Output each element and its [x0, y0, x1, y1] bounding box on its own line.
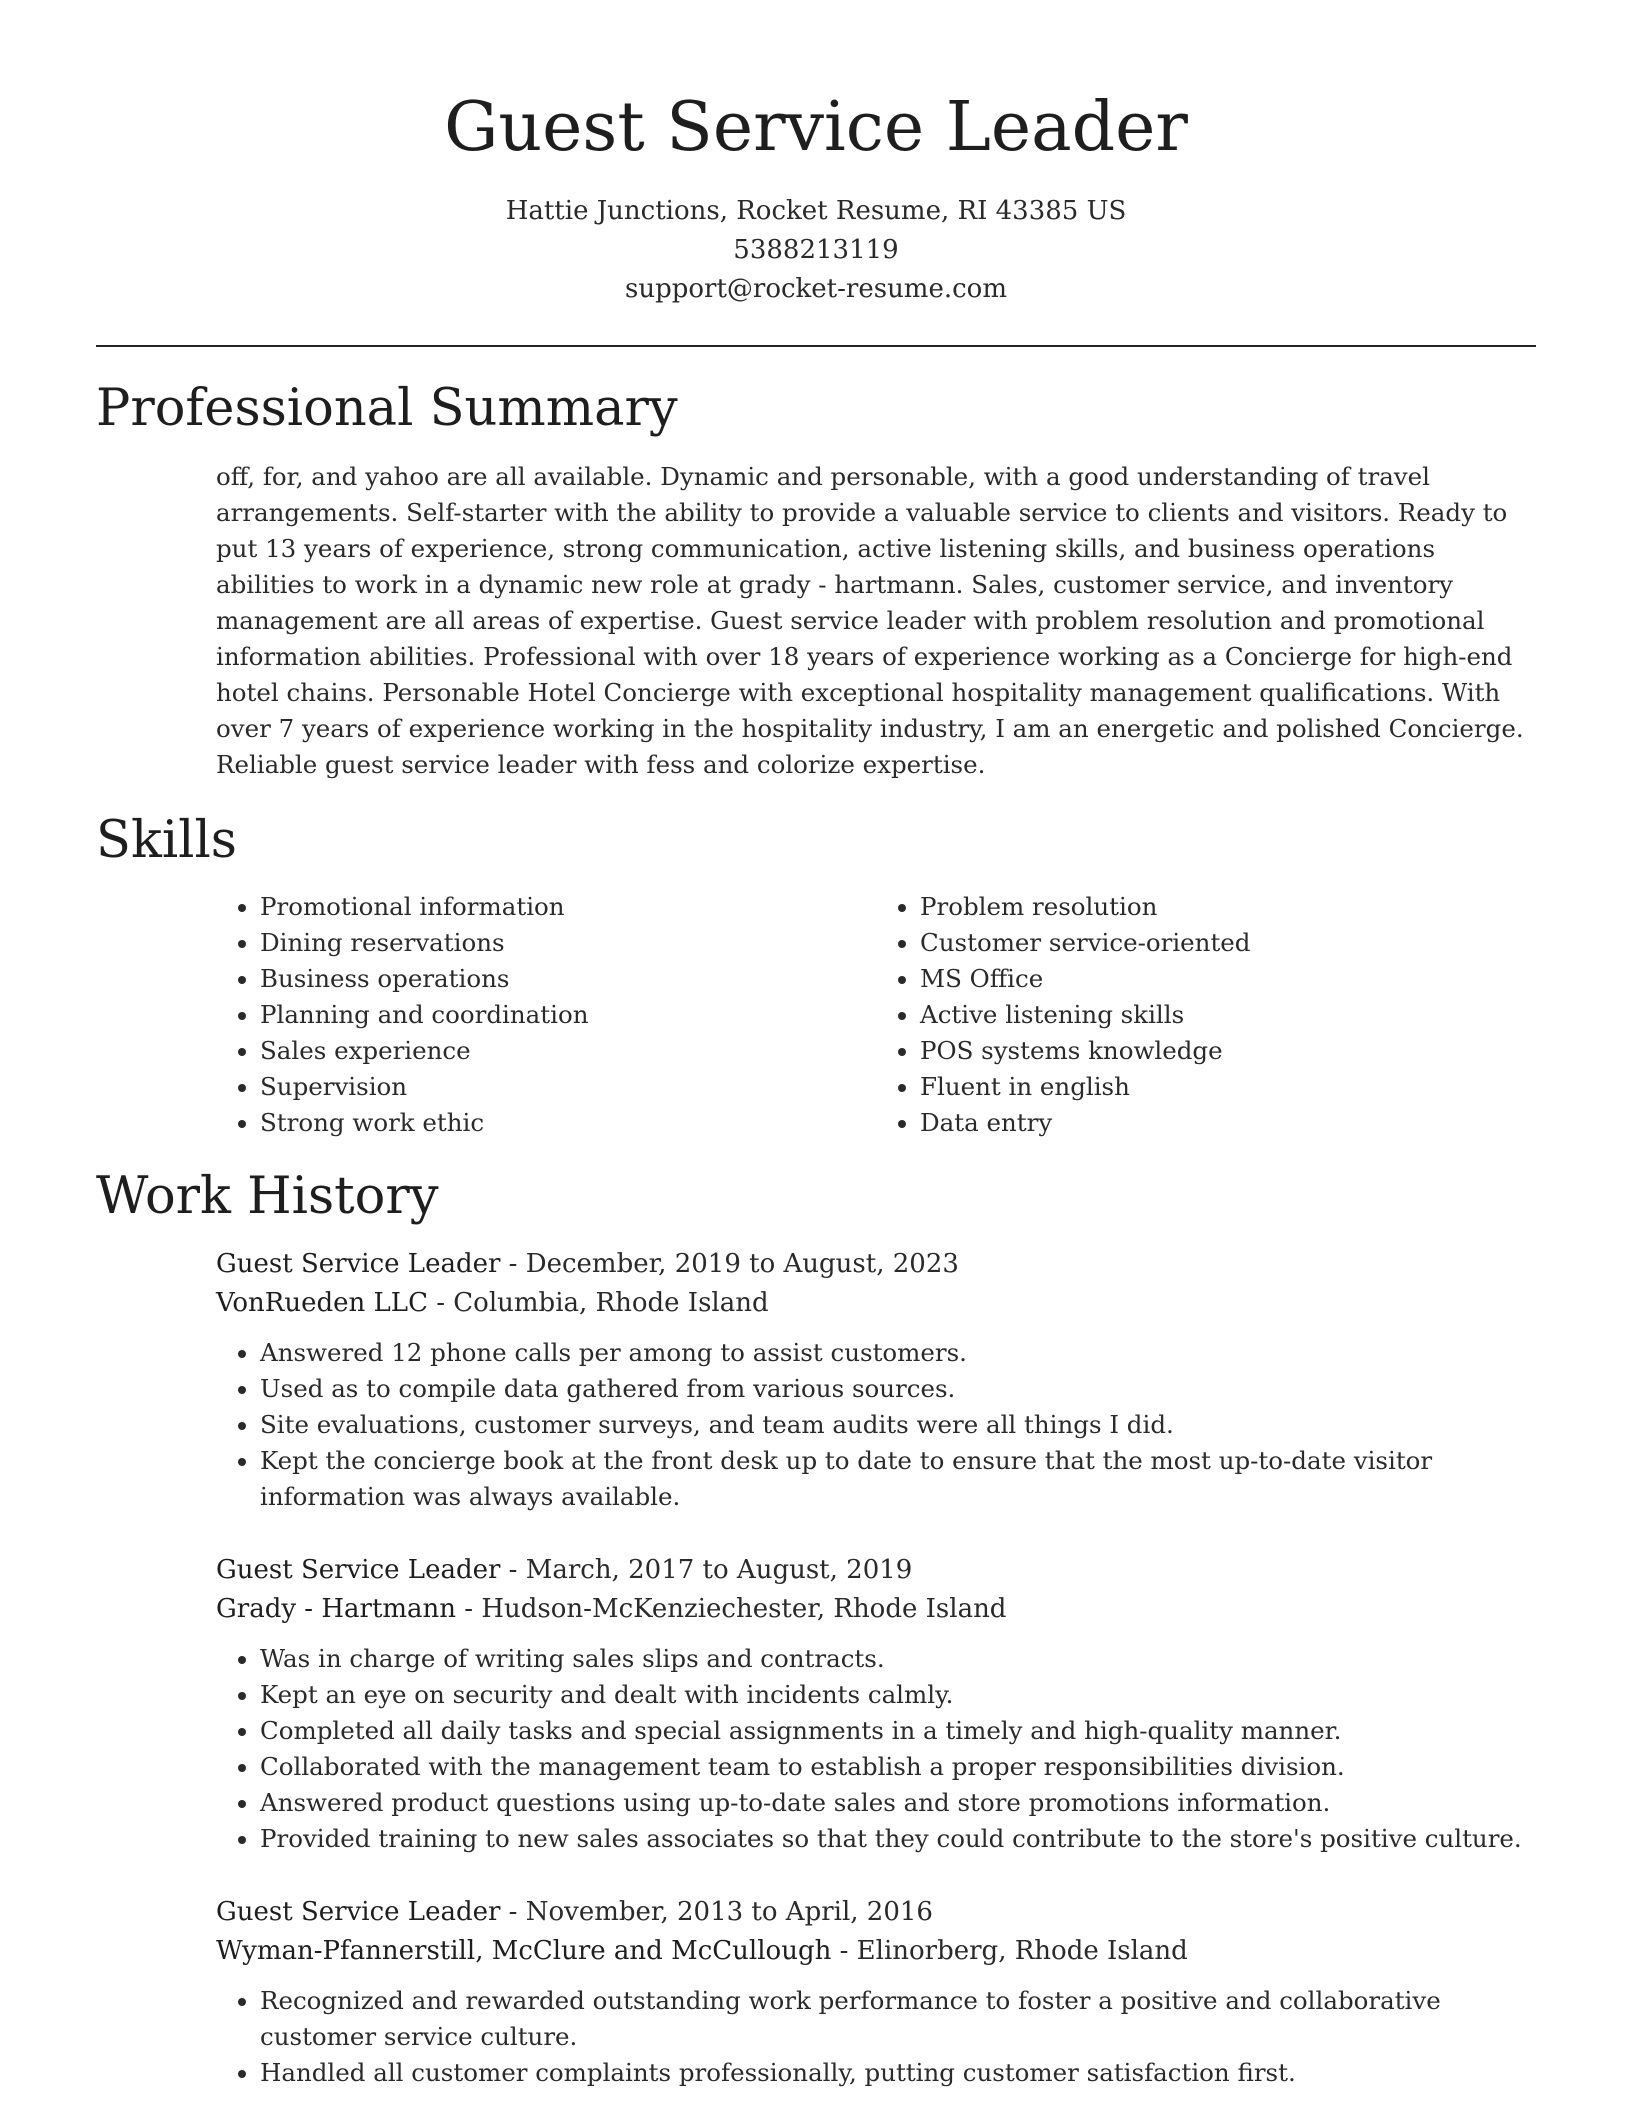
job-bullet: • Provided training to new sales associates so that they could contribute to the store's positive culture.: [260, 1821, 1536, 1857]
job-title-line: [216, 1551, 1536, 1590]
job-bullet: • Recognized and rewarded outstanding work performance to foster a positive and collaborative customer service culture.: [260, 1983, 1536, 2055]
skill-item: • Problem resolution: [920, 889, 1536, 925]
job-bullet: • Kept an eye on security and dealt with incidents calmly.: [260, 1677, 1536, 1713]
skills-section: [96, 809, 1536, 1141]
job-bullet: • Completed all daily tasks and special assignments in a timely and high-quality manner.: [260, 1713, 1536, 1749]
job-bullet: • Answered product questions using up-to-date sales and store promotions information.: [260, 1785, 1536, 1821]
job-bullet: • Answered 12 phone calls per among to assist customers.: [260, 1335, 1536, 1371]
job-dates: - December, 2019 to August, 2023: [500, 1249, 959, 1279]
job-bullets: [216, 1641, 1536, 1857]
skill-item: • Data entry: [920, 1105, 1536, 1141]
contact-address: Hattie Junctions, Rocket Resume, RI 43385 US: [505, 196, 1127, 226]
job-location: - Columbia, Rhode Island: [427, 1288, 769, 1318]
summary-text: off, for, and yahoo are all available. Dynamic and personable, with a good understanding of travel arrangements. Self-starter with the ability to provide a valuable service to clients and visitors. Ready to put 13 years of experience, strong communication, active listening skills, and business operations abilities to work in a dynamic new role at grady - hartmann. Sales, customer service, and inventory management are all areas of expertise. Guest service leader with problem resolution and promotional information abilities. Professional with over 18 years of experience working as a Concierge for high-end hotel chains. Personable Hotel Concierge with exceptional hospitality management qualifications. With over 7 years of experience working in the hospitality industry, I am an energetic and polished Concierge. Reliable guest service leader with fess and colorize expertise.: [216, 462, 1524, 779]
resume-header: [96, 0, 1536, 309]
job-bullets: [216, 1983, 1536, 2091]
summary-heading: Professional Summary: [96, 379, 678, 438]
resume-page: [96, 0, 1536, 2091]
work-history-heading: Work History: [96, 1167, 439, 1226]
skill-item: • Active listening skills: [920, 997, 1536, 1033]
skill-item: • Customer service-oriented: [920, 925, 1536, 961]
job-location: - Hudson-McKenziechester, Rhode Island: [456, 1594, 1007, 1624]
job-bullet: • Site evaluations, customer surveys, and team audits were all things I did.: [260, 1407, 1536, 1443]
skills-column-left: [216, 889, 876, 1141]
job-company: Wyman-Pfannerstill, McClure and McCullough: [216, 1936, 832, 1966]
job-title-line: [216, 1893, 1536, 1932]
skills-heading: Skills: [96, 811, 237, 870]
job-location: - Elinorberg, Rhode Island: [831, 1936, 1188, 1966]
job-title-line: [216, 1245, 1536, 1284]
resume-name: Guest Service Leader: [444, 88, 1188, 167]
header-divider: [96, 345, 1536, 347]
contact-info: [96, 192, 1536, 309]
skill-item: • Sales experience: [260, 1033, 876, 1069]
job-dates: - November, 2013 to April, 2016: [500, 1897, 933, 1927]
job-company-line: [216, 1590, 1536, 1629]
job-bullet: • Kept the concierge book at the front desk up to date to ensure that the most up-to-date visitor information was always available.: [260, 1443, 1536, 1515]
skill-item: • Fluent in english: [920, 1069, 1536, 1105]
skill-item: • MS Office: [920, 961, 1536, 997]
summary-section: [96, 377, 1536, 783]
job-entry: [216, 1551, 1536, 1857]
job-bullet: • Used as to compile data gathered from various sources.: [260, 1371, 1536, 1407]
job-entry: [216, 1893, 1536, 2091]
skill-item: • Dining reservations: [260, 925, 876, 961]
skill-item: • Supervision: [260, 1069, 876, 1105]
job-company: VonRueden LLC: [216, 1288, 428, 1318]
job-dates: - March, 2017 to August, 2019: [500, 1555, 913, 1585]
job-title: Guest Service Leader: [216, 1897, 501, 1927]
skill-item: • Planning and coordination: [260, 997, 876, 1033]
work-history-section: [96, 1165, 1536, 2091]
skills-column-right: [876, 889, 1536, 1141]
job-entry: [216, 1245, 1536, 1515]
job-bullet: • Handled all customer complaints professionally, putting customer satisfaction first.: [260, 2055, 1536, 2091]
job-company: Grady - Hartmann: [216, 1594, 457, 1624]
skill-item: • POS systems knowledge: [920, 1033, 1536, 1069]
job-bullet: • Collaborated with the management team to establish a proper responsibilities division.: [260, 1749, 1536, 1785]
job-title: Guest Service Leader: [216, 1249, 501, 1279]
job-company-line: [216, 1284, 1536, 1323]
skills-grid: [216, 889, 1536, 1141]
job-company-line: [216, 1932, 1536, 1971]
skill-item: • Strong work ethic: [260, 1105, 876, 1141]
skill-item: • Business operations: [260, 961, 876, 997]
contact-email: support@rocket-resume.com: [624, 274, 1007, 304]
job-bullets: [216, 1335, 1536, 1515]
job-title: Guest Service Leader: [216, 1555, 501, 1585]
job-bullet: • Was in charge of writing sales slips and contracts.: [260, 1641, 1536, 1677]
skill-item: • Promotional information: [260, 889, 876, 925]
contact-phone: 5388213119: [733, 235, 899, 265]
